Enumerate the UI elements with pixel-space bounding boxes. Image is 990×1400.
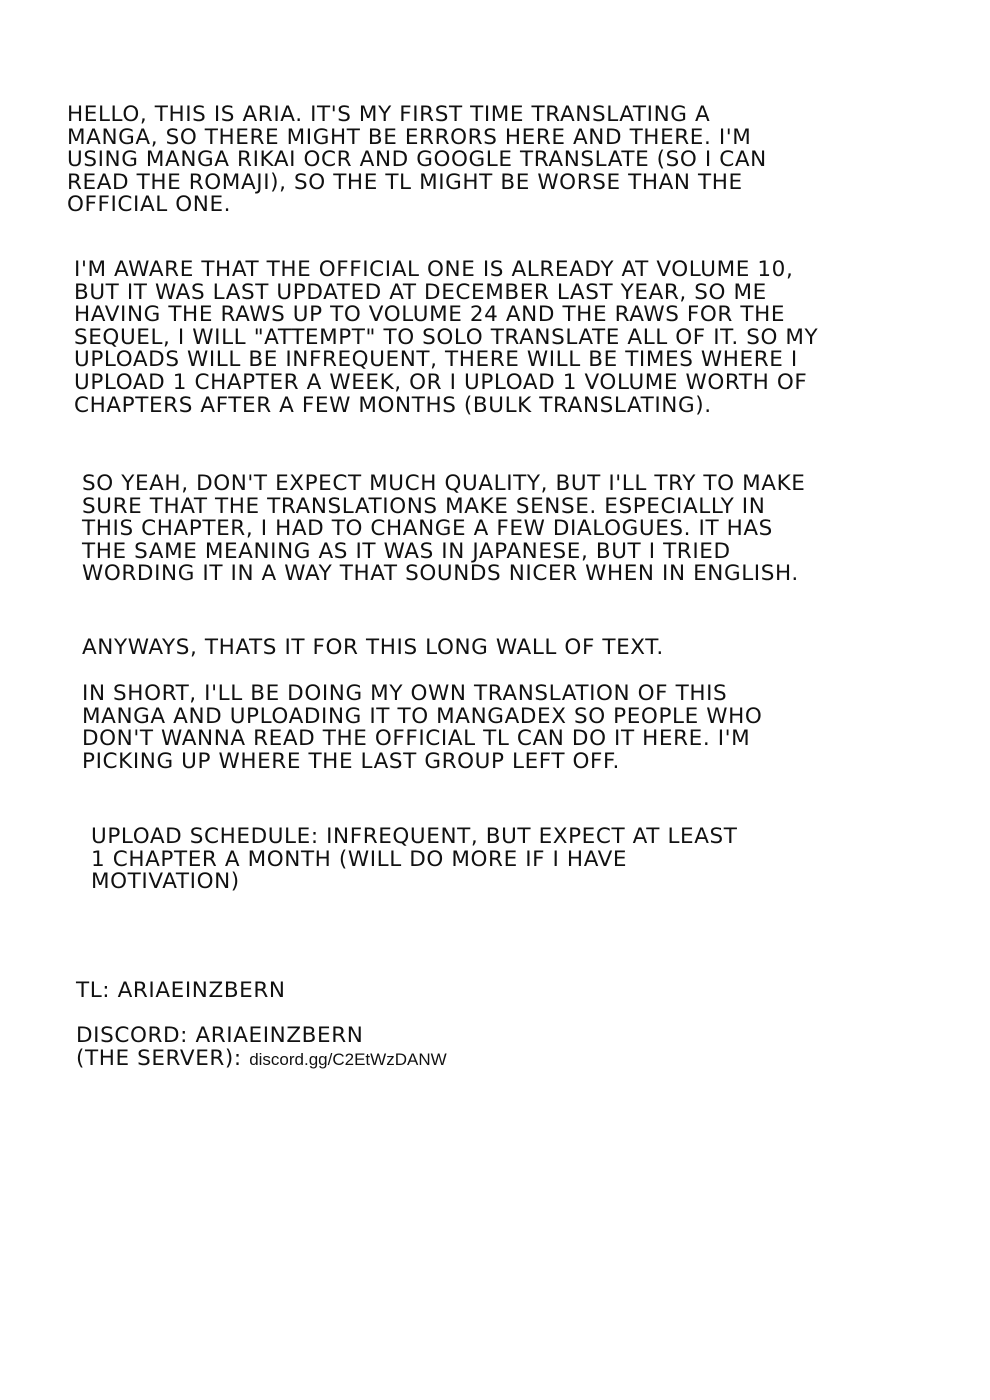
intro-paragraph	[67, 104, 767, 217]
text-line: PICKING UP WHERE THE LAST GROUP LEFT OFF.	[82, 748, 620, 774]
text-line: HAVING THE RAWS UP TO VOLUME 24 AND THE RAWS FOR THE	[74, 302, 786, 328]
text-line: THIS CHAPTER, I HAD TO CHANGE A FEW DIALOGUES. IT HAS	[82, 516, 773, 542]
text-line: SO YEAH, DON'T EXPECT MUCH QUALITY, BUT I'LL TRY TO MAKE	[82, 471, 806, 496]
text-line: UPLOAD SCHEDULE: INFREQUENT, BUT EXPECT AT LEAST	[91, 824, 738, 849]
schedule-paragraph	[91, 826, 738, 894]
text-line: WORDING IT IN A WAY THAT SOUNDS NICER WHEN IN ENGLISH.	[82, 561, 799, 587]
discord-handle-line: DISCORD: ARIAEINZBERN	[76, 1023, 364, 1048]
text-line: UPLOADS WILL BE INFREQUENT, THERE WILL BE TIMES WHERE I	[74, 347, 798, 373]
server-line	[76, 1045, 447, 1072]
text-line: SEQUEL, I WILL "ATTEMPT" TO SOLO TRANSLATE ALL OF IT. SO MY	[74, 324, 819, 350]
text-line: HELLO, THIS IS ARIA. IT'S MY FIRST TIME TRANSLATING A	[67, 102, 711, 127]
text-line: MANGA AND UPLOADING IT TO MANGADEX SO PEOPLE WHO	[82, 703, 763, 729]
discord-credits	[76, 1025, 447, 1071]
text-line: IN SHORT, I'LL BE DOING MY OWN TRANSLATION OF THIS	[82, 681, 728, 706]
official-paragraph	[74, 259, 818, 417]
text-line: 1 CHAPTER A MONTH (WILL DO MORE IF I HAVE	[91, 846, 628, 872]
text-line: I'M AWARE THAT THE OFFICIAL ONE IS ALREADY AT VOLUME 10,	[74, 257, 794, 282]
text-line: BUT IT WAS LAST UPDATED AT DECEMBER LAST YEAR, SO ME	[74, 279, 767, 305]
short-paragraph	[82, 683, 762, 773]
tl-credit-line: TL: ARIAEINZBERN	[76, 978, 286, 1003]
quality-paragraph	[82, 473, 805, 586]
text-line: CHAPTERS AFTER A FEW MONTHS (BULK TRANSLATING).	[74, 392, 712, 418]
text-line: MOTIVATION)	[91, 869, 240, 895]
text-line: THE SAME MEANING AS IT WAS IN JAPANESE, BUT I TRIED	[82, 538, 731, 564]
text-line: ANYWAYS, THATS IT FOR THIS LONG WALL OF TEXT.	[82, 635, 664, 660]
text-line: UPLOAD 1 CHAPTER A WEEK, OR I UPLOAD 1 VOLUME WORTH OF	[74, 369, 808, 395]
anyways-paragraph	[82, 637, 664, 660]
text-line: READ THE ROMAJI), SO THE TL MIGHT BE WORSE THAN THE	[67, 169, 743, 195]
text-line: OFFICIAL ONE.	[67, 192, 232, 218]
translator-credit	[76, 980, 286, 1003]
text-line: USING MANGA RIKAI OCR AND GOOGLE TRANSLATE (SO I CAN	[67, 147, 767, 173]
text-line: DON'T WANNA READ THE OFFICIAL TL CAN DO IT HERE. I'M	[82, 726, 751, 752]
text-line: MANGA, SO THERE MIGHT BE ERRORS HERE AND THERE. I'M	[67, 124, 752, 150]
text-line: SURE THAT THE TRANSLATIONS MAKE SENSE. ESPECIALLY IN	[82, 493, 766, 519]
discord-server-link[interactable]: discord.gg/C2EtWzDANW	[249, 1049, 447, 1069]
server-label: (THE SERVER):	[76, 1045, 250, 1071]
